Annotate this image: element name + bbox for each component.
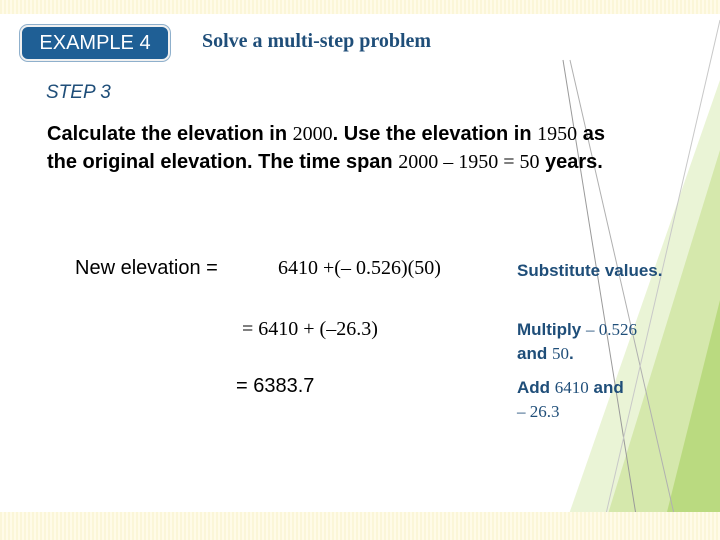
note-multiply (517, 318, 637, 366)
note-substitute: Substitute values. (517, 261, 663, 280)
note-add-num2: – 26.3 (517, 402, 560, 421)
intro-paragraph (47, 120, 607, 176)
note-multiply-num: – 0.526 (585, 320, 637, 339)
note-add-text: Add (517, 378, 555, 397)
example-badge: EXAMPLE 4 (20, 25, 170, 61)
step-heading: STEP 3 (46, 82, 111, 103)
note-multiply-text: Multiply (517, 320, 586, 339)
intro-year-1950: 1950 (537, 123, 578, 145)
page-title: Solve a multi-step problem (202, 30, 432, 52)
note-add (517, 376, 624, 424)
equation-result: = 6383.7 (236, 375, 315, 397)
intro-text-4: years. (539, 151, 603, 173)
note-multiply-num2: 50 (551, 344, 569, 363)
note-add-and: and (588, 378, 624, 397)
intro-year-2000: 2000 (292, 123, 333, 145)
intro-time-span: 2000 – 1950 = 50 (398, 151, 540, 173)
note-add-num: 6410 (554, 378, 589, 397)
equation-line-1: 6410 +(– 0.526)(50) (278, 257, 441, 279)
equation-line-2: = 6410 + (–26.3) (242, 318, 378, 340)
intro-text-1: Calculate the elevation in (47, 123, 293, 145)
note-multiply-and: and (517, 344, 552, 363)
intro-text-3: as the original elevation. The time span (47, 123, 605, 173)
bottom-decor-band (0, 512, 720, 540)
intro-text-2: . Use the elevation in (332, 123, 538, 145)
equation-label: New elevation = (75, 257, 218, 279)
note-multiply-end: . (568, 344, 574, 363)
